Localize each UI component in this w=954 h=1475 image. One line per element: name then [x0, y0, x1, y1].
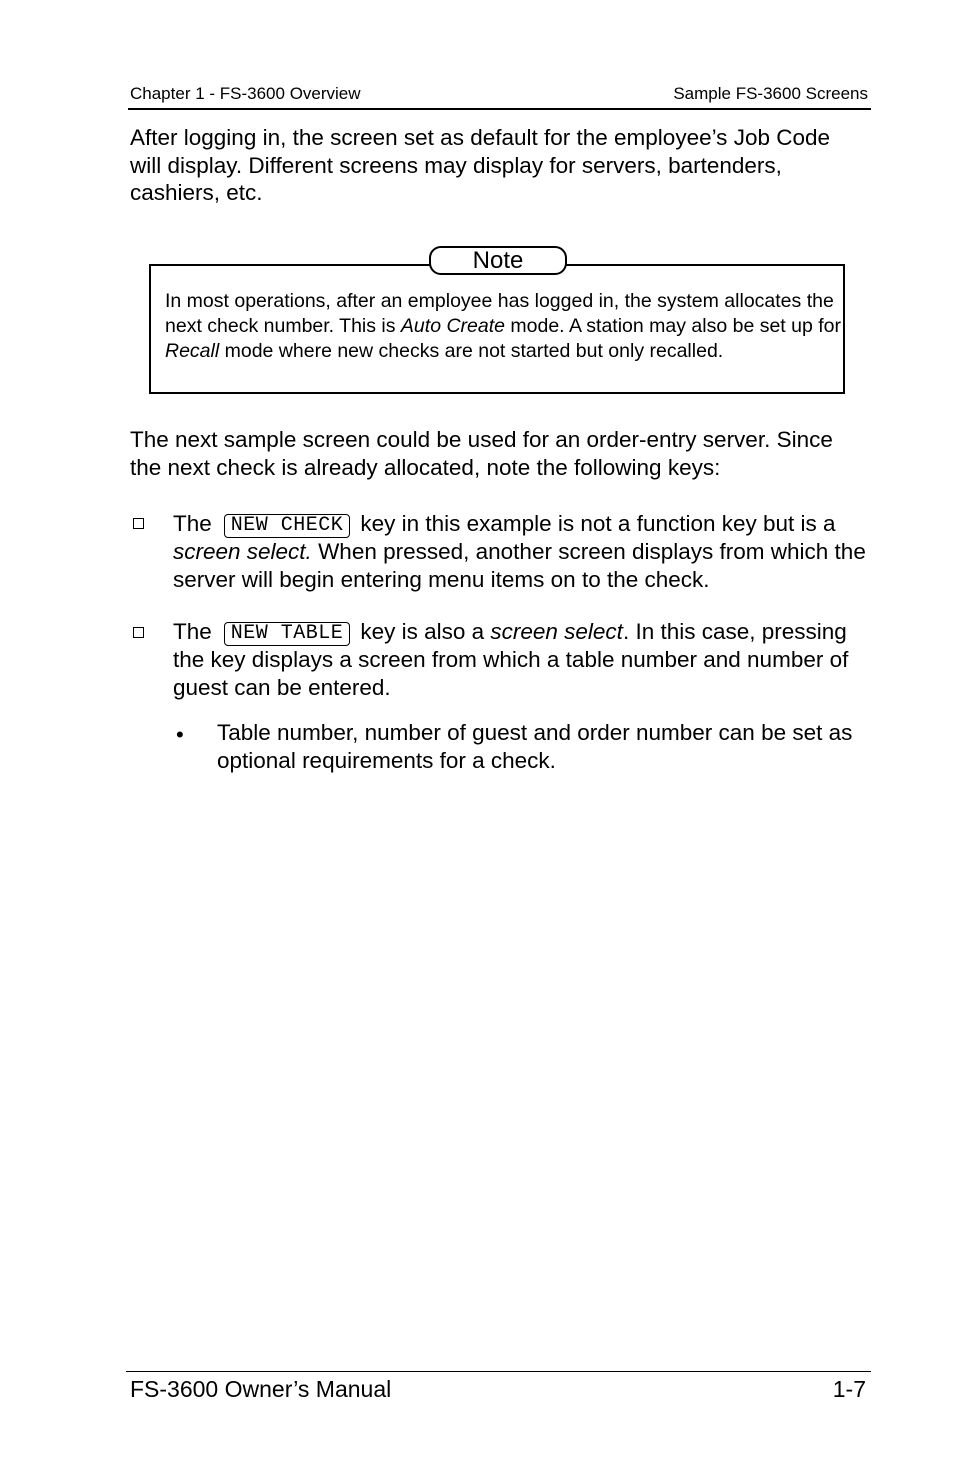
- intro-paragraph: After logging in, the screen set as default for the employee’s Job Code will display. Different screens may display for servers, bartenders, cashiers, etc.: [130, 125, 831, 205]
- note-title: Note: [429, 246, 567, 275]
- sub-list-item: Table number, number of guest and order number can be set as optional requirements for a check.: [217, 720, 853, 773]
- footer-rule: [126, 1371, 871, 1372]
- key-label-new-table: NEW TABLE: [224, 622, 351, 646]
- checkbox-bullet-icon: [133, 518, 144, 529]
- section-title: Sample FS-3600 Screens: [673, 84, 868, 103]
- manual-title: FS-3600 Owner’s Manual: [130, 1376, 392, 1402]
- list-item-new-check: The NEW CHECK key in this example is not a function key but is a screen select. When pressed, another screen displays from which the server will begin entering menu items on to the check.: [173, 511, 866, 592]
- keys-intro-paragraph: The next sample screen could be used for an order-entry server. Since the next check is already allocated, note the following keys:: [130, 427, 833, 480]
- key-label-new-check: NEW CHECK: [224, 514, 351, 538]
- note-italic-recall: Recall: [165, 340, 220, 362]
- list-item-new-table: The NEW TABLE key is also a screen select. In this case, pressing the key displays a screen from which a table number and number of guest can be entered.: [173, 619, 849, 700]
- dot-bullet-icon: •: [176, 722, 184, 747]
- chapter-title: Chapter 1 - FS-3600 Overview: [130, 84, 361, 103]
- page-number: 1-7: [832, 1376, 866, 1402]
- note-italic-auto-create: Auto Create: [400, 315, 505, 337]
- header-rule: [128, 108, 871, 110]
- note-text: In most operations, after an employee has logged in, the system allocates the next check number. This is Auto Create mode. A station may also be set up for Recall mode where new checks are not started but only recalled.: [165, 290, 842, 362]
- checkbox-bullet-icon: [133, 627, 144, 638]
